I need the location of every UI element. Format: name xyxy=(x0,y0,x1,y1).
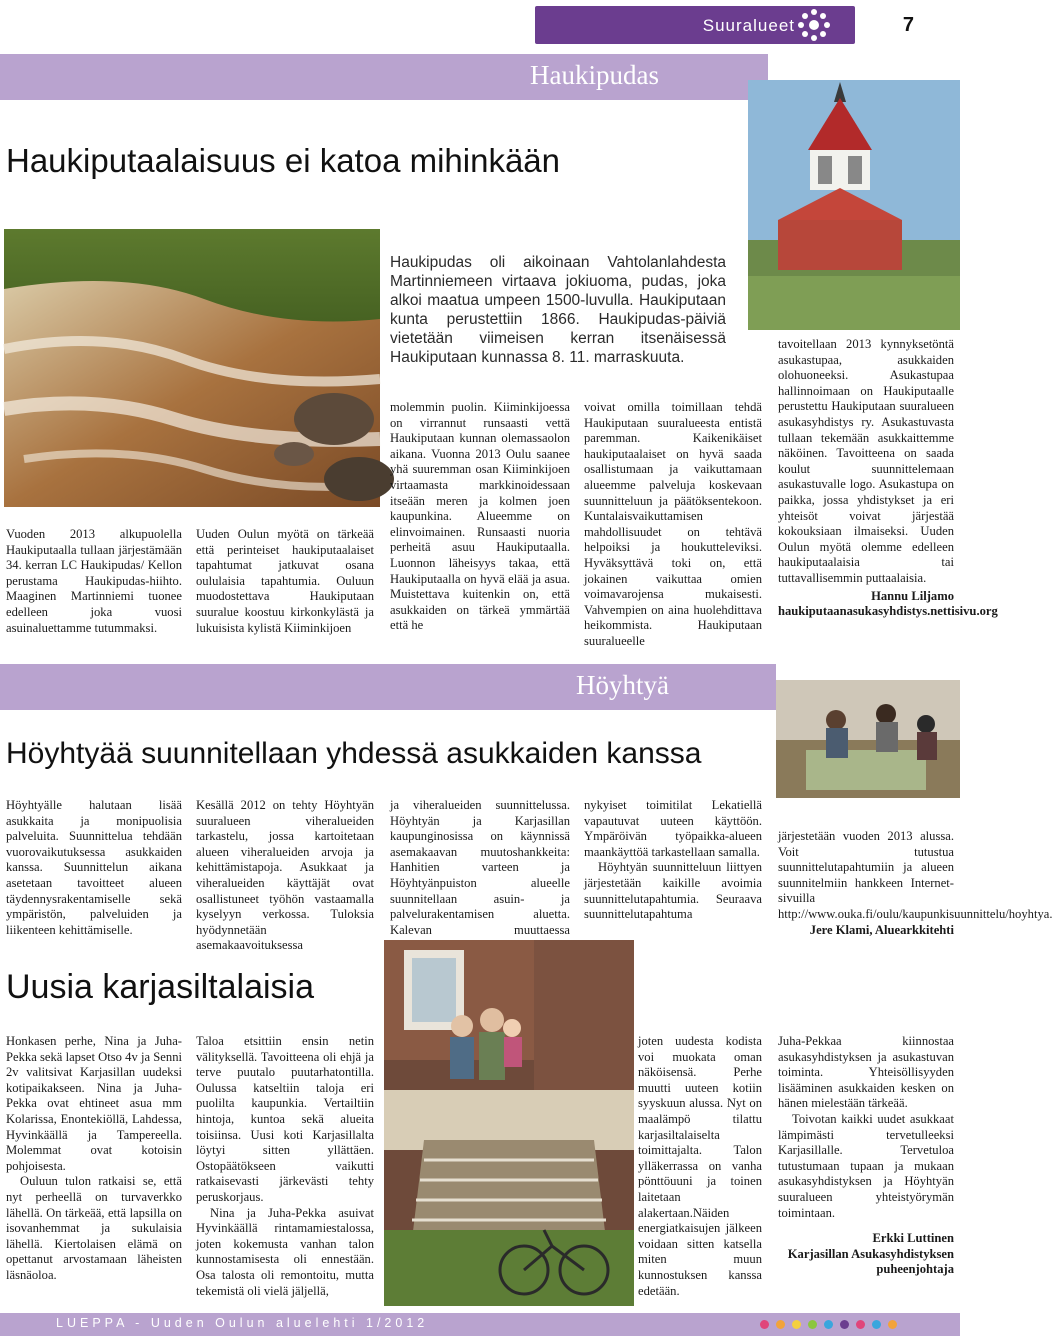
church-tower-photo xyxy=(748,80,960,330)
headline-haukipudas: Haukiputaalaisuus ei katoa mihinkään xyxy=(6,142,561,179)
article2-column-5 xyxy=(778,829,1052,938)
area-label-haukipudas: Haukipudas xyxy=(530,60,659,90)
article1-paragraph: voivat omilla toimillaan tehdä Haukiputaan suuralueesta entistä paremman. Kaikenikäiset haukiputaalaiset on hyvä saada osallistumaan ja vaikuttamaan alueemme palveluja koskevaan suunnitteluun ja päätöksentekoon. Kuntalaisvaikuttamisen mahdollisuudet on tehtävä helpoiksi ja houkutteleviksi. Hyväksyttävä toki on, että jokainen vaikuttaa omien voimavarojensa mukaisesti. Vahvempien on aina huolehdittava heikommista. Haukiputaan suuralueelle xyxy=(584,400,762,648)
article1-paragraph: Vuoden 2013 alkupuolella Haukiputaalla tullaan järjestämään 34. kerran LC Haukipudas/ Kellon perustama Haukipudas-hiihto. Maaginen Martinniemi tuonee edelleen joka vuosi asuinaluettamme tutummaksi. xyxy=(6,527,182,635)
article2-paragraph: Höyhtyän suunnitteluun liittyen järjestetään kaikille avoimia suunnittelutapahtumia. Seuraava suunnittelutapahtuma xyxy=(584,860,762,922)
article3-paragraph: Nina ja Juha-Pekka asuivat Hyvinkäällä rintamamiestalossa, joten kokemusta vanhan talon kunnostamisesta oli ennestään. Osa talosta oli remontoitu, mutta tekemistä oli vielä jäljellä, xyxy=(196,1205,374,1298)
page-header xyxy=(0,0,960,48)
headline-hoyhtya: Höyhtyää suunnitellaan yhdessä asukkaiden kanssa xyxy=(6,737,702,770)
article1-column-2 xyxy=(196,527,374,636)
article3-column-4 xyxy=(778,1034,954,1278)
article1-column-4 xyxy=(584,400,762,650)
article3-column-3 xyxy=(638,1034,762,1299)
headline-karjasilta: Uusia karjasiltalaisia xyxy=(6,968,315,1006)
footer-dot xyxy=(824,1320,833,1329)
page-number: 7 xyxy=(902,14,914,36)
article1-paragraph: tavoitellaan 2013 kynnyksetöntä asukastupaa, asukkaiden olohuoneeksi. Asukastupaa hallinnoimaan on Haukiputaalle perustettu Haukiputaan suuralueen asukasyhdistys ry. Asukastuvasta tullaan tekemään asukkaittemme näköinen. Tavoitteena on saada koulut suunnittelemaan asukastuvalle logo. Asukastupa on paikka, jossa yhdistykset ja eri yhteisöt voivat järjestää kokouksiaan ilmaiseksi. Uuden Oulun myötä olemme edelleen haukiputaalaisia tai tuttavallisemmin puttaalaisia. xyxy=(778,337,954,585)
article2-paragraph: ja viheralueiden suunnittelussa. Höyhtyän ja Karjasillan kaupunginosissa on käynnissä asemakaavan muutoshankkeita: Hanhitien varteen ja Höyhtyänpuiston alueelle suunnitellaan asuin- ja palvelurakentamisen aluetta. Kalevan muuttaessa xyxy=(390,798,570,937)
article2-column-2 xyxy=(196,798,374,954)
article2-column-4 xyxy=(584,798,762,923)
footer-dot xyxy=(872,1320,881,1329)
article3-paragraph: joten uudesta kodista voi muokata oman näköisensä. Perhe muutti uuteen kotiin syyskuun alussa. Nyt on maalämpö tilattu karjasiltalaiselta toimittajalta. Talon ylläkerrassa on vanha pönttöuuni ja toinen laitetaan alakertaan.Näiden energiatkaisujen jälkeen voidaan sitten katsella miten muun kunnostuksen kanssa edetään. xyxy=(638,1034,762,1298)
article1-paragraph: molemmin puolin. Kiiminkijoessa on virrannut runsaasti vettä Haukiputaan kunnan olemassaolon aikana. Vuonna 2013 Oulu saanee yhä suuremman osan Kiiminkijoen virtaamasta markkinoidessaan itseään meren ja kolmen joen kaupunkina. Alueemme on elinvoimainen. Runsaasti nuoria perheitä asuu Haukiputaalla. Luonnon läheisyys takaa, että Haukiputaalla on hyvä elää ja asua. Muistettava kuitenkin on, että asukkaiden on tärkeä ymmärtää että he xyxy=(390,400,570,633)
article3-paragraph: Toivotan kaikki uudet asukkaat lämpimästi tervetulleeksi Karjasillalle. Tervetuloa tutustumaan tupaan ja mukaan asukasyhdistyksen ja Höyhtyän suuralueen yhteistyörymän toimintaan. xyxy=(778,1111,954,1220)
article2-paragraph: järjestetään vuoden 2013 alussa. Voit tutustua suunnittelutapahtumiin ja alueen suunnitelmiin hankkeen Internet-sivuilla http://www.ouka.fi/oulu/kaupunkisuunnittelu/hoyhtya. xyxy=(778,829,1052,921)
article2-paragraph: nykyiset toimitilat Lekatiellä vapautuvat uuteen käyttöön. Ympäröivän työpaikka-alueen maankäyttöä tarkastellaan samalla. xyxy=(584,798,762,859)
article3-paragraph: Ouluun tulon ratkaisi se, että nyt perheellä on turvaverkko lähellä. On tärkeää, että lapsilla on isovanhemmat ja sukulaisia lähellä. Kiertolaisen elämä on opettanut arvostamaan läheisten läsnäoloa. xyxy=(6,1174,182,1282)
footer-dot xyxy=(840,1320,849,1329)
article1-paragraph: Uuden Oulun myötä on tärkeää että perinteiset haukiputaalaiset tapahtumat jatkuvat osana oululaisia tapahtumia. Ouluun muodostettava Haukiputaan suuralue koostuu kirkonkylästä ja lukuisista kylistä Kiiminkijoen xyxy=(196,527,374,635)
article1-column-5 xyxy=(778,337,998,620)
article1-signature-name: Hannu Liljamo xyxy=(871,588,954,603)
footer-dot xyxy=(776,1320,785,1329)
article3-column-1 xyxy=(6,1034,182,1284)
article2-column-1 xyxy=(6,798,182,938)
footer-dot xyxy=(808,1320,817,1329)
section-label: Suuralueet xyxy=(702,16,795,35)
family-photo xyxy=(384,940,634,1306)
article2-paragraph: Höyhtyälle halutaan lisää asukkaita ja monipuolisia palveluita. Suunnittelua tehdään vuorovaikutuksessa asukkaiden kanssa. Suunnittelun aikana asetetaan tavoitteet alueen täydennysrakentamiselle sekä ympäristön, palveluiden ja liikenteen kehittämiselle. xyxy=(6,798,182,937)
footer-publication: LUEPPA - Uuden Oulun aluelehti 1/2012 xyxy=(56,1316,429,1330)
article1-lead: Haukipudas oli aikoinaan Vahtolanlahdesta Martinniemeen virtaava jokiuoma, pudas, joka alkoi maatua umpeen 1500-luvulla. Haukiputaan kunta perustettiin 1866. Haukipudas-päiviä vietetään viimeisen kerran itsenäisessä Haukiputaan kunnassa 8. 11. marraskuuta. xyxy=(390,254,726,366)
article1-signature-url: haukiputaanasukasyhdistys.nettisivu.org xyxy=(778,604,998,619)
article2-signature: Jere Klami, Aluearkkitehti xyxy=(809,922,954,937)
page-footer xyxy=(0,1313,960,1336)
sun-dots-icon xyxy=(797,8,831,42)
article1-column-1 xyxy=(6,527,182,636)
footer-dot xyxy=(856,1320,865,1329)
article3-paragraph: Honkasen perhe, Nina ja Juha-Pekka sekä lapset Otso 4v ja Senni 2v valitsivat Karjasillan uudeksi kotipaikakseen. Nina ja Juha-Pekka ovat ehtineet asua mm Kolarissa, Enontekiöllä, Lahdessa, Hyvinkäällä ja Tampereella. Molemmat ovat kotoisin pohjoisesta. xyxy=(6,1034,182,1173)
river-photo xyxy=(4,229,380,507)
article3-paragraph: Taloa etsittiin ensin netin välityksellä. Tavoitteena oli ehjä ja terve puutalo puutarhatontilla. Oulussa katseltiin taloja eri puolilta kaupunkia. Vertailtiin hintoja, kuntoa sekä alueita toisiinsa. Uusi koti Karjasillalta löytyi sitten yllättäen. Ostopäätökseen vaikutti ratkaisevasti järkevästi tehty peruskorjaus. xyxy=(196,1034,374,1204)
article1-column-3 xyxy=(390,400,570,634)
article3-signature-name: Erkki Luttinen xyxy=(872,1231,954,1246)
article3-signature-role: Karjasillan Asukasyhdistyksen puheenjohtaja xyxy=(787,1246,954,1277)
footer-dot xyxy=(760,1320,769,1329)
article3-paragraph: Juha-Pekkaa kiinnostaa asukasyhdistyksen ja asukastuvan toiminta. Yhteisöllisyyden lisääminen asukkaiden kesken on hänen mielestään tärkeää. xyxy=(778,1034,954,1111)
planning-meeting-photo xyxy=(776,680,960,798)
article2-paragraph: Kesällä 2012 on tehty Höyhtyän suuralueen viheralueiden tarkastelu, jossa kartoitetaan alueen viheralueiden arvoja ja kehittämistapoja. Asukkaat ja viheralueiden käyttäjät ovat osallistuneet työhön vastaamalla kyselyyn verkossa. Tuloksia hyödynnetään asemakaavoituksessa xyxy=(196,798,374,953)
footer-dot xyxy=(888,1320,897,1329)
footer-dot xyxy=(792,1320,801,1329)
article3-column-2 xyxy=(196,1034,374,1299)
article2-column-3 xyxy=(390,798,570,954)
area-label-hoyhtya: Höyhtyä xyxy=(576,670,669,700)
